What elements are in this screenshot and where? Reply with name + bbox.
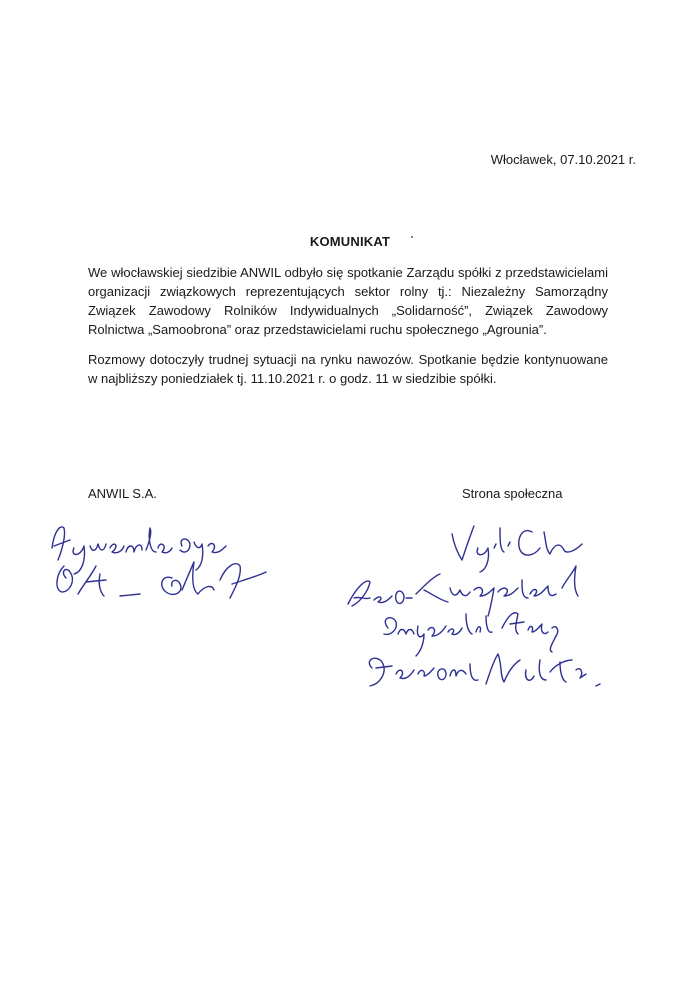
paragraph-meeting: We włocławskiej siedzibie ANWIL odbyło się spotkanie Zarządu spółki z przedstawicielami organizacji związkowych reprezentujących sektor rolny tj.: Niezależny Samorządny Związek Zawodowy Rolników Indywidualnych „Solidarność”, Związek Zawodowy Rolnictwa „Samoobrona” oraz przedstawicielami ruchu społecznego „Agrounia”. <box>88 265 608 337</box>
signatory-label-anwil: ANWIL S.A. <box>88 486 157 501</box>
document-title: KOMUNIKAT <box>309 234 391 249</box>
signature-social-2 <box>348 566 578 616</box>
signatory-label-social-side: Strona społeczna <box>462 486 563 501</box>
signature-anwil-2 <box>57 562 266 598</box>
paragraph-talks: Rozmowy dotoczyły trudnej sytuacji na rynku nawozów. Spotkanie będzie kontynuowane w najbliższy poniedziałek tj. 11.10.2021 r. o godz. 11 w siedzibie spółki. <box>88 352 608 386</box>
signature-social-3 <box>384 613 558 656</box>
signature-social-4 <box>369 654 600 686</box>
signature-social-1 <box>452 526 582 572</box>
place-date: Włocławek, 07.10.2021 r. <box>490 152 636 167</box>
signature-anwil-1 <box>52 527 226 574</box>
